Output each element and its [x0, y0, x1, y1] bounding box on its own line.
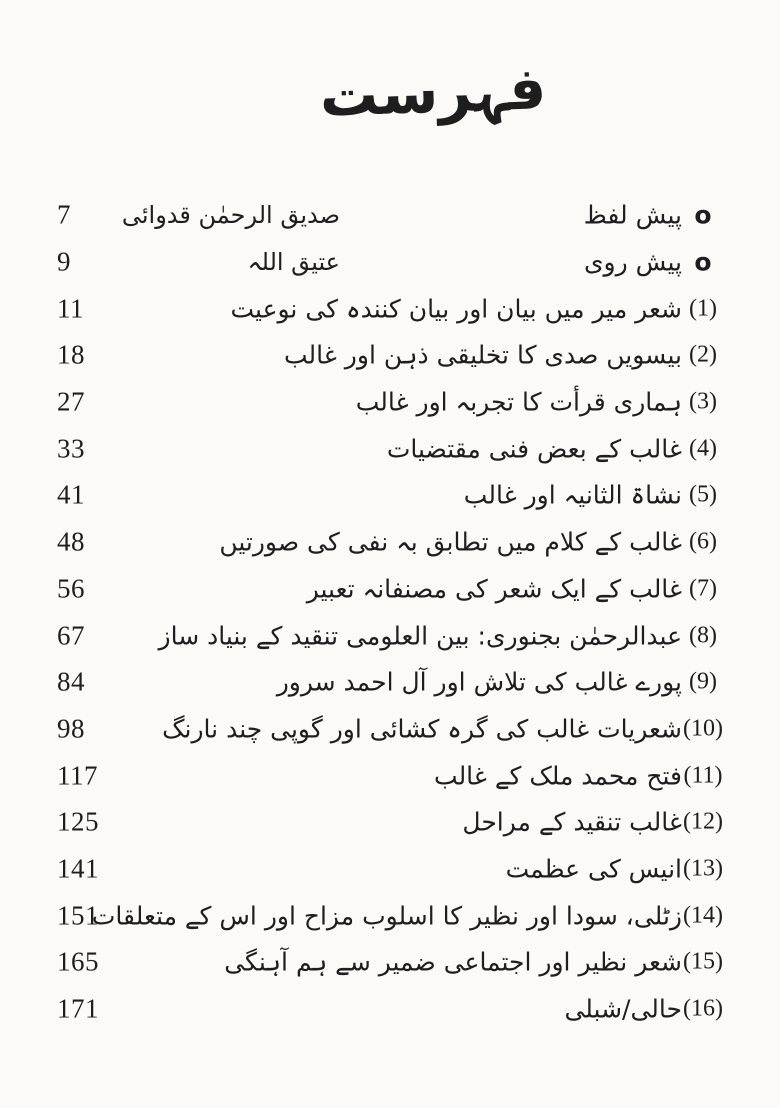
entry-number: (5) [689, 481, 717, 508]
entry-number: (7) [689, 575, 717, 602]
author-name: عتیق اللہ [247, 248, 340, 277]
entry-title: شعریات غالب کی گرہ کشائی اور گوپی چند نارنگ [162, 714, 682, 744]
entry-title: پیش روی [583, 247, 682, 277]
toc-row [0, 239, 780, 286]
toc-row [0, 986, 780, 1033]
toc-row [0, 379, 780, 426]
toc-row [0, 612, 780, 659]
entry-title: غالب کے کلام میں تطابق بہ نفی کی صورتیں [219, 527, 682, 557]
entry-title: شعر نظیر اور اجتماعی ضمیر سے ہم آہنگی [224, 947, 682, 977]
entry-number: (6) [689, 528, 717, 555]
entry-title: غالب تنقید کے مراحل [462, 807, 682, 837]
entry-title: زٹلی، سودا اور نظیر کا اسلوب مزاح اور اس کے متعلقات [91, 901, 682, 931]
toc-row [0, 332, 780, 379]
toc-row [0, 939, 780, 986]
toc-row [0, 519, 780, 566]
entry-number: (15) [683, 948, 723, 975]
entry-title: ہماری قرأت کا تجربہ اور غالب [355, 387, 682, 417]
toc-row [0, 799, 780, 846]
entry-title: عبدالرحمٰن بجنوری: بین العلومی تنقید کے بنیاد ساز [158, 621, 682, 651]
page-number: 18 [57, 339, 85, 370]
entry-number: (13) [683, 855, 723, 882]
page-number: 48 [57, 526, 85, 557]
entry-number: (14) [683, 902, 723, 929]
toc-row [0, 285, 780, 332]
entry-title: پورے غالب کی تلاش اور آل احمد سرور [276, 667, 682, 697]
page-number: 165 [57, 946, 99, 977]
entry-title: شعر میر میں بیان اور بیان کنندہ کی نوعیت [230, 294, 682, 324]
page-number: 41 [57, 479, 85, 510]
toc-row [0, 192, 780, 239]
page-number: 27 [57, 386, 85, 417]
page-number: 117 [57, 760, 98, 791]
toc-row [0, 706, 780, 753]
page-number: 98 [57, 713, 85, 744]
entry-title: پیش لفظ [583, 200, 682, 230]
toc-row [0, 846, 780, 893]
toc-row [0, 659, 780, 706]
toc-row [0, 892, 780, 939]
entry-title: غالب کے بعض فنی مقتضیات [386, 434, 682, 464]
page-number: 141 [57, 853, 99, 884]
entry-title: حالی/شبلی [564, 994, 682, 1024]
entry-number: (2) [689, 341, 717, 368]
entry-title: بیسویں صدی کا تخلیقی ذہن اور غالب [284, 340, 682, 370]
page-number: 171 [57, 993, 99, 1024]
entry-number: (16) [683, 995, 723, 1022]
page-number: 151 [57, 900, 99, 931]
entry-title: انیس کی عظمت [505, 854, 682, 884]
entry-number: (4) [689, 435, 717, 462]
page-number: 56 [57, 573, 85, 604]
page-number: 33 [57, 433, 85, 464]
entry-number: (8) [689, 622, 717, 649]
page-number: 125 [57, 806, 99, 837]
bullet-marker: o [694, 247, 712, 277]
entry-title: نشاۃ الثانیہ اور غالب [463, 480, 682, 510]
entry-number: (11) [683, 762, 723, 789]
page-number: 11 [57, 293, 84, 324]
page-title: فہرست [318, 54, 548, 130]
page-number: 9 [57, 246, 71, 277]
entry-number: (3) [689, 388, 717, 415]
entry-title: فتح محمد ملک کے غالب [434, 761, 682, 791]
page-number: 7 [57, 199, 71, 230]
entry-number: (9) [689, 668, 717, 695]
toc-row [0, 566, 780, 613]
table-of-contents [0, 192, 780, 1032]
author-name: صدیق الرحمٰن قدوائی [121, 201, 340, 230]
toc-row [0, 425, 780, 472]
entry-title: غالب کے ایک شعر کی مصنفانہ تعبیر [306, 574, 682, 604]
toc-row [0, 752, 780, 799]
entry-number: (10) [683, 715, 723, 742]
bullet-marker: o [694, 200, 712, 230]
entry-number: (1) [689, 295, 717, 322]
page-number: 84 [57, 666, 85, 697]
page-number: 67 [57, 620, 85, 651]
entry-number: (12) [683, 808, 723, 835]
toc-row [0, 472, 780, 519]
